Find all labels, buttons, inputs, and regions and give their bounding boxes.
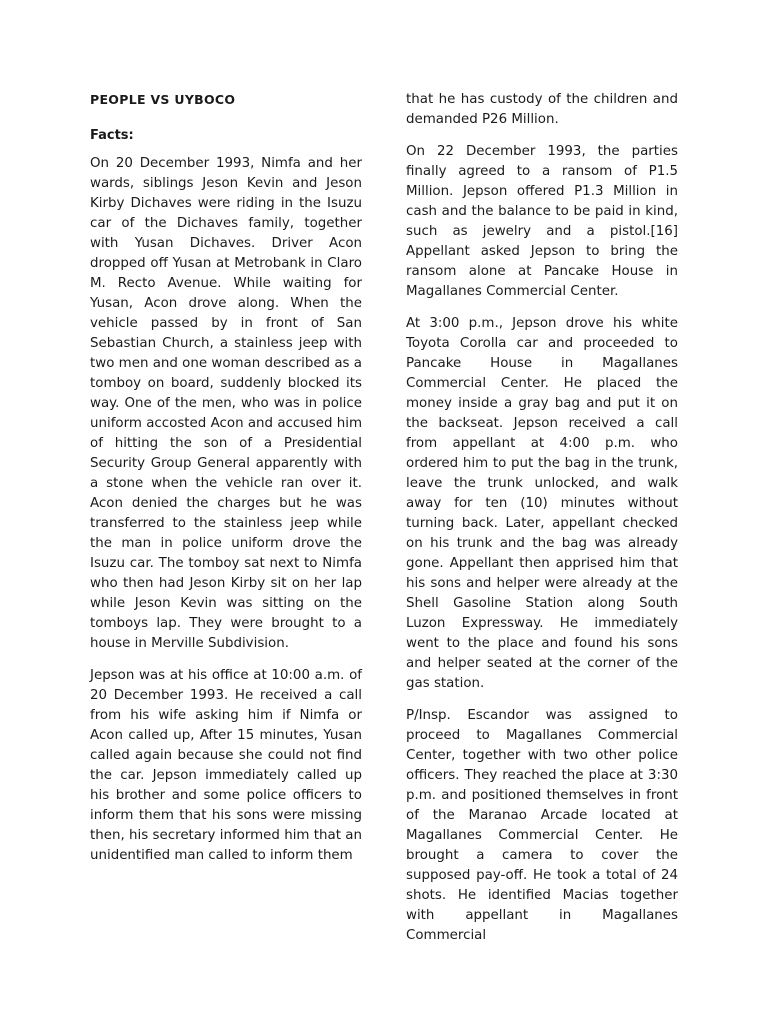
right-column	[406, 90, 678, 958]
paragraph-jepson-call: Jepson was at his office at 10:00 a.m. of 20 December 1993. He received a call from his wife asking him if Nimfa or Acon called up, After 15 minutes, Yusan called again because she could not find the car. Jepson immediately called up his brother and some police officers to inform them that his sons were missing then, his secretary informed him that an unidentified man called to inform them	[90, 668, 362, 863]
paragraph-ransom-agreement: On 22 December 1993, the parties finally agreed to a ransom of P1.5 Million. Jepson offered P1.3 Million in cash and the balance to be paid in kind, such as jewelry and a pistol.[16] Appellant asked Jepson to bring the ransom alone at Pancake House in Magallanes Commercial Center.	[406, 144, 678, 299]
document-title: PEOPLE VS UYBOCO	[90, 92, 236, 107]
facts-heading: Facts:	[90, 128, 134, 143]
paragraph-abduction: On 20 December 1993, Nimfa and her wards, siblings Jeson Kevin and Jeson Kirby Dichaves were riding in the Isuzu car of the Dichaves family, together with Yusan Dichaves. Driver Acon dropped off Yusan at Metrobank in Claro M. Recto Avenue. While waiting for Yusan, Acon drove along. When the vehicle passed by in front of San Sebastian Church, a stainless jeep with two men and one woman described as a tomboy on board, suddenly blocked its way. One of the men, who was in police uniform accosted Acon and accused him of hitting the son of a Presidential Security Group General apparently with a stone when the vehicle ran over it. Acon denied the charges but he was transferred to the stainless jeep while the man in police uniform drove the Isuzu car. The tomboy sat next to Nimfa who then had Jeson Kirby sit on her lap while Jeson Kevin was sitting on the tomboys lap. They were brought to a house in Merville Subdivision.	[90, 156, 362, 651]
paragraph-ransom-demand: that he has custody of the children and demanded P26 Million.	[406, 92, 678, 127]
paragraph-escandor: P/Insp. Escandor was assigned to proceed to Magallanes Commercial Center, together with two other police officers. They reached the place at 3:30 p.m. and positioned themselves in front of the Maranao Arcade located at Magallanes Commercial Center. He brought a camera to cover the supposed pay-off. He took a total of 24 shots. He identified Macias together with appellant in Magallanes Commercial	[406, 708, 678, 943]
left-column	[90, 90, 362, 878]
paragraph-payoff: At 3:00 p.m., Jepson drove his white Toyota Corolla car and proceeded to Pancake House in Magallanes Commercial Center. He placed the money inside a gray bag and put it on the backseat. Jepson received a call from appellant at 4:00 p.m. who ordered him to put the bag in the trunk, leave the trunk unlocked, and walk away for ten (10) minutes without turning back. Later, appellant checked on his trunk and the bag was already gone. Appellant then apprised him that his sons and helper were already at the Shell Gasoline Station along South Luzon Expressway. He immediately went to the place and found his sons and helper seated at the corner of the gas station.	[406, 316, 678, 691]
